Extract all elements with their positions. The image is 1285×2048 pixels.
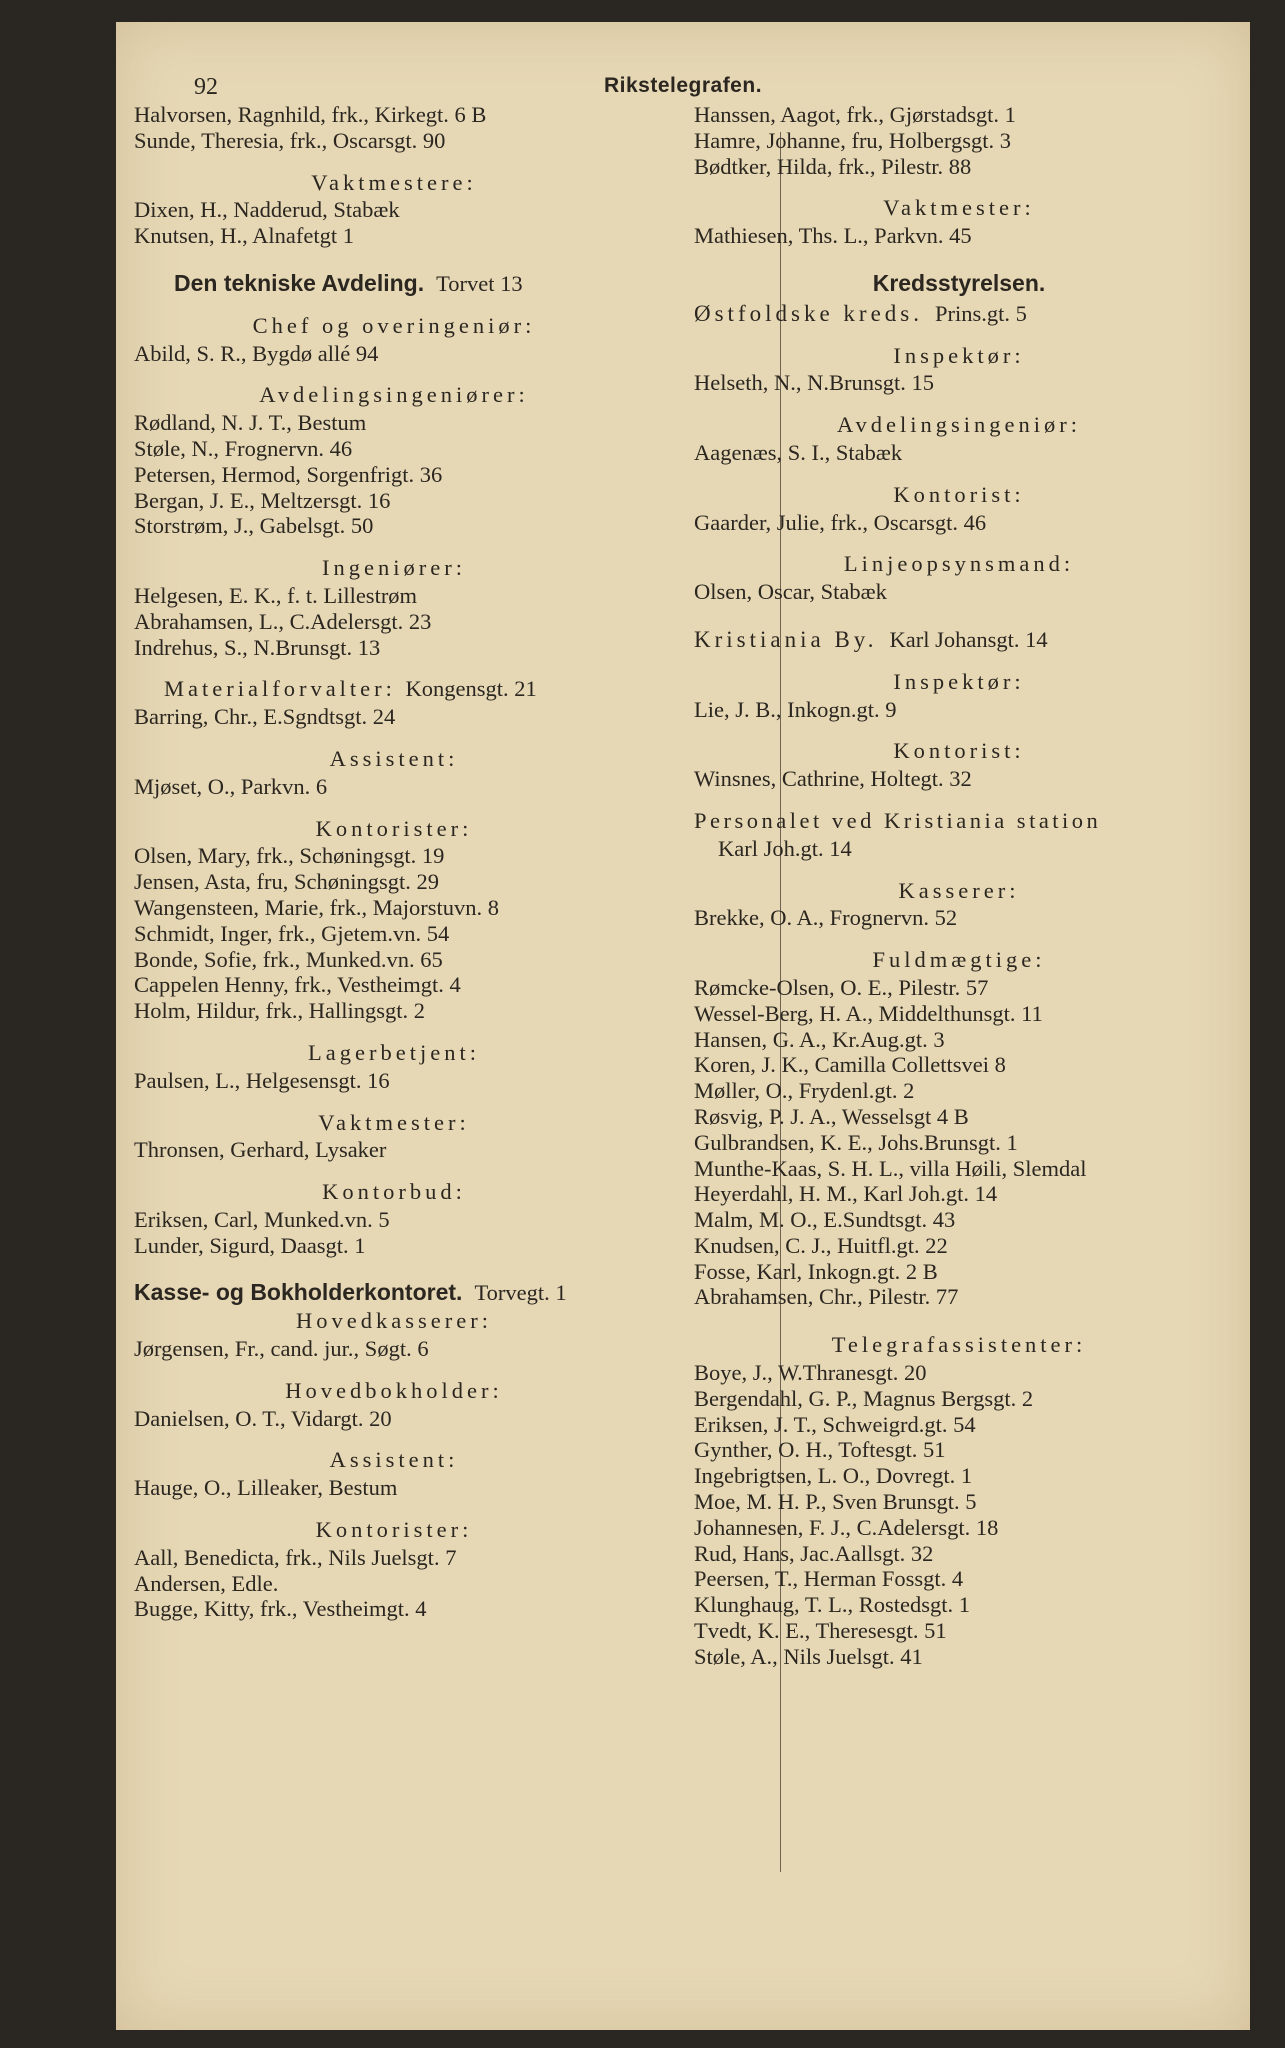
list-item: Ingebrigtsen, L. O., Dovregt. 1 [694, 1463, 973, 1489]
list-item: Hanssen, Aagot, frk., Gjørstadsgt. 1 [694, 102, 1016, 127]
list-item: Knutsen, H., Alnafetgt 1 [134, 223, 354, 249]
list-item: Eriksen, J. T., Schweigrd.gt. 54 [694, 1411, 976, 1437]
role-heading: Kasserer: [898, 877, 1020, 903]
list-item: Bergan, J. E., Meltzersgt. 16 [134, 487, 391, 513]
list-item: Rud, Hans, Jac.Aallsgt. 32 [694, 1540, 934, 1566]
list-item: Winsnes, Cathrine, Holtegt. 32 [694, 766, 972, 792]
role-heading: Kontorbud: [322, 1179, 466, 1205]
list-item: Hansen, G. A., Kr.Aug.gt. 3 [694, 1026, 945, 1052]
list-item: Olsen, Oscar, Stabæk [694, 579, 887, 605]
list-item: Gulbrandsen, K. E., Johs.Brunsgt. 1 [694, 1129, 1018, 1155]
section-address: Torvegt. 1 [474, 1280, 567, 1306]
role-heading: Vaktmester: [883, 195, 1035, 221]
list-item: Bonde, Sofie, frk., Munked.vn. 65 [134, 946, 443, 972]
list-item: Gaarder, Julie, frk., Oscarsgt. 46 [694, 509, 987, 535]
section-name: Kasse- og Bokholderkontoret. [134, 1279, 463, 1306]
list-item: Munthe-Kaas, S. H. L., villa Høili, Slemdal [694, 1155, 1087, 1181]
role-heading: Avdelingsingeniører: [259, 382, 529, 408]
list-item: Hauge, O., Lilleaker, Bestum [134, 1475, 398, 1501]
section-title [694, 627, 1224, 653]
list-item: Paulsen, L., Helgesensgt. 16 [134, 1067, 390, 1093]
role-heading: Kontorist: [893, 481, 1025, 507]
section-address: Torvet 13 [436, 270, 523, 296]
list-item: Heyerdahl, H. M., Karl Joh.gt. 14 [694, 1181, 998, 1207]
list-item: Lie, J. B., Inkogn.gt. 9 [694, 696, 897, 722]
list-item: Bødtker, Hilda, frk., Pilestr. 88 [694, 153, 972, 179]
role-heading: Vaktmestere: [311, 169, 477, 195]
list-item: Wessel-Berg, H. A., Middelthunsgt. 11 [694, 1000, 1043, 1026]
list-item: Lunder, Sigurd, Daasgt. 1 [134, 1232, 366, 1258]
section-name: Østfoldske kreds. [694, 300, 923, 326]
list-item: Helgesen, E. K., f. t. Lillestrøm [134, 582, 418, 608]
section-title [134, 1280, 654, 1306]
role-heading: Kontorister: [315, 815, 473, 841]
role-heading: Chef og overingeniør: [252, 312, 536, 338]
list-item: Koren, J. K., Camilla Collettsvei 8 [694, 1052, 1006, 1078]
role-heading: Inspektør: [893, 342, 1025, 368]
role-heading [134, 676, 654, 702]
list-item: Brekke, O. A., Frognervn. 52 [694, 905, 958, 931]
list-item: Karl Joh.gt. 14 [718, 835, 852, 861]
list-item: Gynther, O. H., Toftesgt. 51 [694, 1437, 946, 1463]
right-column [694, 102, 1224, 1670]
role-heading: Avdelingsingeniør: [836, 412, 1082, 438]
list-item: Knudsen, C. J., Huitfl.gt. 22 [694, 1232, 948, 1258]
list-item: Eriksen, Carl, Munked.vn. 5 [134, 1206, 390, 1232]
list-item: Rømcke-Olsen, O. E., Pilestr. 57 [694, 974, 989, 1000]
role-heading: Kontorist: [893, 738, 1025, 764]
list-item: Klunghaug, T. L., Rostedsgt. 1 [694, 1592, 971, 1618]
list-item: Fosse, Karl, Inkogn.gt. 2 B [694, 1258, 938, 1284]
list-item: Cappelen Henny, frk., Vestheimgt. 4 [134, 972, 461, 998]
list-item: Dixen, H., Nadderud, Stabæk [134, 197, 400, 223]
left-column [134, 102, 654, 1622]
list-item: Schmidt, Inger, frk., Gjetem.vn. 54 [134, 920, 450, 946]
section-name: Kristiania By. [694, 626, 878, 652]
role-heading: Fuldmægtige: [872, 947, 1046, 973]
list-item: Møller, O., Frydenl.gt. 2 [694, 1078, 915, 1104]
list-item: Sunde, Theresia, frk., Oscarsgt. 90 [134, 127, 446, 153]
list-item: Malm, M. O., E.Sundtsgt. 43 [694, 1207, 956, 1233]
role-heading: Ingeniører: [322, 555, 466, 581]
list-item: Johannesen, F. J., C.Adelersgt. 18 [694, 1514, 999, 1540]
list-item: Hamre, Johanne, fru, Holbergsgt. 3 [694, 127, 1012, 153]
list-item: Andersen, Edle. [134, 1570, 279, 1596]
list-item: Danielsen, O. T., Vidargt. 20 [134, 1405, 392, 1431]
list-item: Støle, A., Nils Juelsgt. 41 [694, 1643, 923, 1669]
section-address: Prins.gt. 5 [934, 300, 1027, 326]
role-heading: Kontorister: [315, 1517, 473, 1543]
role-heading: Assistent: [329, 1447, 459, 1473]
list-item: Røsvig, P. J. A., Wesselsgt 4 B [694, 1103, 969, 1129]
list-item: Thronsen, Gerhard, Lysaker [134, 1137, 387, 1163]
section-address: Karl Johansgt. 14 [889, 626, 1048, 652]
section-title [694, 301, 1224, 327]
role-heading: Assistent: [329, 745, 459, 771]
list-item: Olsen, Mary, frk., Schøningsgt. 19 [134, 843, 445, 869]
list-item: Halvorsen, Ragnhild, frk., Kirkegt. 6 B [134, 102, 487, 127]
list-item: Abrahamsen, L., C.Adelersgt. 23 [134, 608, 432, 634]
list-item: Støle, N., Frognervn. 46 [134, 435, 353, 461]
role-heading: Hovedkasserer: [296, 1308, 492, 1334]
list-item: Moe, M. H. P., Sven Brunsgt. 5 [694, 1489, 977, 1515]
role-heading: Telegrafassistenter: [831, 1332, 1087, 1358]
list-item: Bergendahl, G. P., Magnus Bergsgt. 2 [694, 1385, 1034, 1411]
list-item: Abild, S. R., Bygdø allé 94 [134, 340, 379, 366]
running-title: Rikstelegrafen. [603, 74, 763, 97]
list-item: Wangensteen, Marie, frk., Majorstuvn. 8 [134, 894, 499, 920]
list-item: Abrahamsen, Chr., Pilestr. 77 [694, 1284, 959, 1310]
section-title [134, 271, 654, 297]
list-item: Holm, Hildur, frk., Hallingsgt. 2 [134, 998, 425, 1024]
role-heading-address: Kongensgt. 21 [405, 676, 537, 702]
list-item: Barring, Chr., E.Sgndtsgt. 24 [134, 704, 396, 730]
list-item: Bugge, Kitty, frk., Vestheimgt. 4 [134, 1596, 427, 1622]
role-heading: Vaktmester: [318, 1109, 470, 1135]
list-item: Rødland, N. J. T., Bestum [134, 410, 367, 436]
list-item: Jørgensen, Fr., cand. jur., Søgt. 6 [134, 1336, 429, 1362]
section-name: Kredsstyrelsen. [872, 269, 1046, 296]
list-item: Petersen, Hermod, Sorgenfrigt. 36 [134, 461, 443, 487]
role-heading: Personalet ved Kristiania station [694, 807, 1102, 833]
list-item: Aagenæs, S. I., Stabæk [694, 439, 903, 465]
section-title [694, 271, 1224, 297]
list-item: Mathiesen, Ths. L., Parkvn. 45 [694, 223, 972, 249]
list-item: Tvedt, K. E., Theresesgt. 51 [694, 1618, 947, 1644]
role-heading-label: Materialforvalter: [164, 676, 396, 702]
role-heading: Lagerbetjent: [308, 1039, 480, 1065]
list-item: Helseth, N., N.Brunsgt. 15 [694, 370, 934, 396]
list-item: Boye, J., W.Thranesgt. 20 [694, 1360, 927, 1386]
list-item: Peersen, T., Herman Fossgt. 4 [694, 1566, 964, 1592]
role-heading: Hovedbokholder: [285, 1377, 503, 1403]
list-item: Storstrøm, J., Gabelsgt. 50 [134, 513, 374, 539]
list-item: Indrehus, S., N.Brunsgt. 13 [134, 634, 381, 660]
page-number: 92 [194, 74, 218, 100]
list-item: Mjøset, O., Parkvn. 6 [134, 773, 328, 799]
page-header [156, 74, 1210, 104]
list-item: Jensen, Asta, fru, Schøningsgt. 29 [134, 869, 439, 895]
list-item: Aall, Benedicta, frk., Nils Juelsgt. 7 [134, 1544, 457, 1570]
role-heading: Inspektør: [893, 668, 1025, 694]
section-name: Den tekniske Avdeling. [174, 269, 425, 296]
role-heading: Linjeopsynsmand: [843, 551, 1075, 577]
